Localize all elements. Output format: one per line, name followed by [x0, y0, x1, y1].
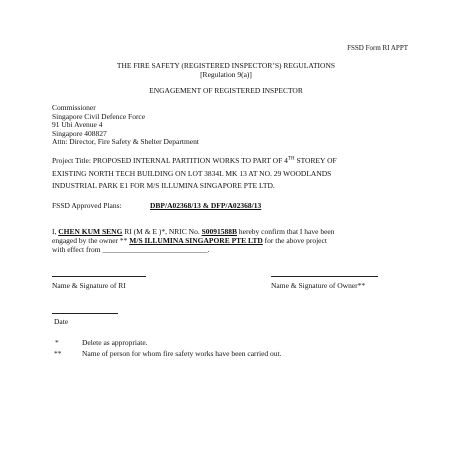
- approved-plans-label: FSSD Approved Plans:: [52, 201, 122, 210]
- ri-signature-label: Name & Signature of RI: [52, 281, 126, 290]
- approved-plans-value: DBP/A02368/13 & DFP/A02368/13: [150, 201, 262, 210]
- footnote-text: Name of person for whom fire safety works have been carried out.: [82, 349, 282, 358]
- date-label: Date: [54, 317, 69, 326]
- nric-number: S0091588B: [201, 227, 238, 236]
- declaration-line: with effect from ____________________________.: [52, 245, 210, 254]
- footnote-mark: *: [55, 338, 59, 347]
- recipient-address: [52, 104, 199, 147]
- footnote-mark: **: [54, 349, 62, 358]
- declaration-line: I, CHEN KUM SENG RI (M & E )*, NRIC No. S0091588B hereby confirm that I have been: [52, 227, 335, 236]
- owner-signature-line: [271, 276, 378, 277]
- project-title: [52, 155, 337, 193]
- engagement-declaration: [52, 227, 335, 254]
- owner-name: M/S ILLUMINA SINGAPORE PTE LTD: [129, 236, 263, 245]
- document-title: ENGAGEMENT OF REGISTERED INSPECTOR: [149, 86, 303, 95]
- regulations-title: THE FIRE SAFETY (REGISTERED INSPECTOR’S) REGULATIONS: [116, 61, 336, 70]
- declaration-line: engaged by the owner ** M/S ILLUMINA SINGAPORE PTE LTD for the above project: [52, 236, 327, 245]
- address-line: Attn: Director, Fire Safety & Shelter Department: [52, 137, 199, 147]
- project-title-line: EXISTING NORTH TECH BUILDING ON LOT 3834L MK 13 AT NO. 29 WOODLANDS: [52, 168, 332, 178]
- project-title-line: Project Title: PROPOSED INTERNAL PARTITION WORKS TO PART OF 4TH STOREY OF: [52, 156, 337, 165]
- address-line: Singapore Civil Defence Force: [52, 111, 146, 121]
- date-line: [52, 313, 118, 314]
- owner-signature-label: Name & Signature of Owner**: [271, 281, 366, 290]
- footnote-text: Delete as appropriate.: [82, 338, 148, 347]
- address-line: Singapore 408827: [52, 128, 107, 138]
- ri-signature-line: [52, 276, 146, 277]
- regulation-reference: [Regulation 9(a)]: [200, 70, 252, 79]
- project-title-line: INDUSTRIAL PARK E1 FOR M/S ILLUMINA SINGAPORE PTE LTD.: [52, 181, 275, 190]
- address-line: Commissioner: [52, 103, 96, 112]
- address-line: 91 Ubi Avenue 4: [52, 120, 103, 130]
- inspector-name: CHEN KUM SENG: [58, 227, 123, 236]
- form-reference: FSSD Form RI APPT: [347, 44, 408, 52]
